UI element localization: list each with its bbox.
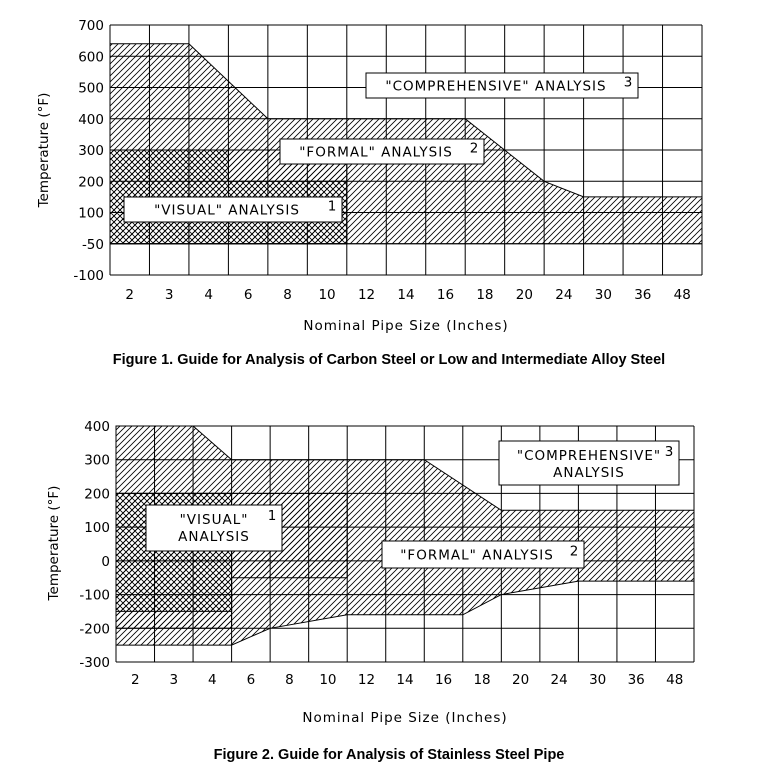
x-tick-label: 48	[666, 672, 684, 688]
x-tick-label: 24	[550, 672, 568, 688]
region-note: 2	[569, 543, 579, 560]
label-formalanalysis	[382, 541, 584, 568]
x-tick-label: 24	[555, 287, 573, 303]
y-tick-label: 400	[78, 111, 104, 128]
x-tick-label: 6	[246, 672, 256, 688]
y-tick-label: 700	[78, 18, 104, 34]
y-tick-label: 300	[78, 143, 104, 159]
x-tick-label: 14	[397, 287, 415, 303]
x-tick-label: 20	[512, 672, 530, 688]
region-label-line2: ANALYSIS	[178, 529, 250, 545]
label-formalanalysis	[280, 139, 484, 164]
y-tick-label: 0	[101, 553, 110, 570]
x-tick-label: 2	[130, 672, 140, 688]
x-tick-label: 6	[243, 287, 253, 303]
figure-2-chart	[0, 390, 778, 750]
region-label: "COMPREHENSIVE" ANALYSIS	[385, 78, 607, 95]
x-tick-label: 10	[318, 287, 336, 303]
region-note: 1	[267, 508, 277, 524]
y-tick-label: -300	[79, 655, 110, 671]
y-tick-label: 600	[78, 49, 104, 66]
y-tick-label: 400	[84, 419, 110, 435]
x-tick-label: 16	[436, 287, 455, 303]
figure-1-chart	[0, 0, 778, 350]
x-tick-label: 30	[589, 672, 607, 688]
x-tick-label: 8	[283, 287, 292, 303]
region-label: "FORMAL" ANALYSIS	[299, 144, 453, 161]
y-tick-label: 200	[78, 174, 104, 191]
x-tick-label: 8	[285, 672, 294, 688]
y-axis-label: Temperature (°F)	[46, 485, 62, 601]
y-tick-label: -100	[79, 587, 110, 604]
x-axis-label: Nominal Pipe Size (Inches)	[302, 710, 508, 726]
figure-1-y-ticks	[73, 18, 104, 284]
x-tick-label: 3	[169, 672, 179, 688]
region-note: 3	[664, 444, 674, 460]
region-label-line2: ANALYSIS	[553, 465, 625, 481]
x-tick-label: 20	[515, 287, 533, 303]
x-tick-label: 12	[357, 287, 376, 303]
x-tick-label: 30	[594, 287, 612, 303]
x-tick-label: 14	[396, 672, 414, 688]
x-tick-label: 18	[476, 287, 494, 303]
x-tick-label: 36	[627, 672, 645, 688]
x-tick-label: 16	[434, 672, 453, 688]
y-tick-label: 500	[78, 80, 104, 97]
y-axis-label: Temperature (°F)	[36, 92, 52, 208]
figure-2-caption: Figure 2. Guide for Analysis of Stainless Steel Pipe	[213, 747, 565, 763]
x-tick-label: 36	[634, 287, 652, 303]
y-tick-label: 100	[78, 205, 104, 222]
label-comprehensiveanalysis	[499, 441, 679, 485]
region-label-line1: "COMPREHENSIVE"	[516, 448, 662, 464]
y-tick-label: 300	[84, 452, 110, 469]
x-tick-label: 4	[208, 672, 217, 688]
y-tick-label: 200	[84, 486, 110, 503]
figure-1-x-ticks	[125, 287, 690, 303]
region-label: "VISUAL" ANALYSIS	[154, 202, 300, 219]
y-tick-label: -50	[81, 236, 104, 253]
x-tick-label: 10	[319, 672, 337, 688]
y-tick-label: 100	[84, 520, 110, 537]
x-axis-label: Nominal Pipe Size (Inches)	[303, 318, 509, 334]
figure-1-caption: Figure 1. Guide for Analysis of Carbon Steel or Low and Intermediate Alloy Steel	[112, 352, 666, 368]
region-note: 1	[327, 198, 337, 215]
y-tick-label: -200	[79, 621, 110, 638]
region-note: 3	[623, 74, 633, 91]
x-tick-label: 4	[204, 287, 213, 303]
label-visualanalysis	[124, 197, 342, 222]
figure-2-x-ticks	[131, 672, 683, 688]
x-tick-label: 18	[473, 672, 491, 688]
figure-2-y-ticks	[79, 419, 110, 671]
x-tick-label: 2	[125, 287, 135, 303]
x-tick-label: 48	[673, 287, 691, 303]
x-tick-label: 3	[164, 287, 174, 303]
label-comprehensiveanalysis	[366, 73, 638, 98]
x-tick-label: 12	[357, 672, 376, 688]
region-note: 2	[469, 140, 479, 157]
region-label: "FORMAL" ANALYSIS	[400, 547, 554, 564]
y-tick-label: -100	[73, 268, 104, 284]
label-visualanalysis	[146, 505, 282, 551]
region-label-line1: "VISUAL"	[179, 512, 249, 528]
